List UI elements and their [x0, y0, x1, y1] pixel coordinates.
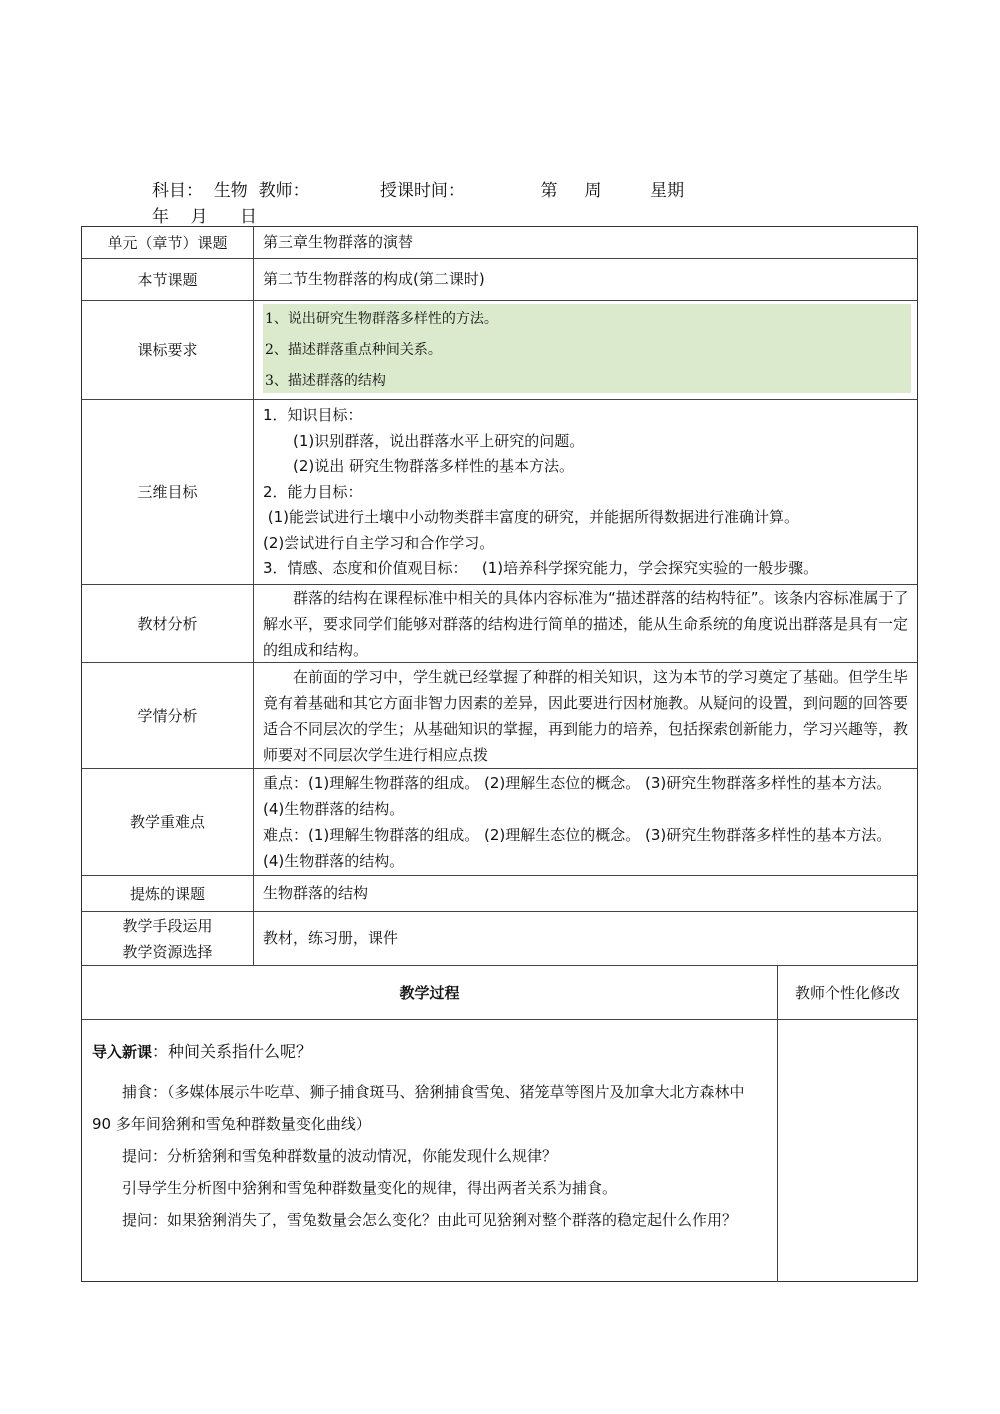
row-standards: [82, 301, 917, 400]
value-material: [255, 585, 917, 662]
goal-line: (1)能尝试进行土壤中小动物类群丰富度的研究，并能据所得数据进行准确计算。: [263, 508, 800, 526]
students-text: 在前面的学习中，学生就已经掌握了种群的相关知识，这为本节的学习奠定了基础。但学生毕竟有着基础和其它方面非智力因素的差异，因此要进行因材施教。从疑问的设置，到问题的回答要适合不同层次的学生；从基础知识的掌握，再到能力的培养，包括探索创新能力，学习兴趣等，教师要对不同层次学生进行相应点拨: [263, 668, 909, 764]
label-resources: [82, 912, 254, 965]
value-resources: [255, 912, 917, 965]
row-key-points: [82, 769, 917, 876]
standard-item: 3、描述群落的结构: [265, 373, 386, 389]
goal-line: (2)说出 研究生物群落多样性的基本方法。: [293, 457, 575, 475]
value-standards: [255, 301, 917, 399]
difficult-points-text: 难点：(1)理解生物群落的组成。 (2)理解生态位的概念。 (3)研究生物群落多样性的基本方法。 (4)生物群落的结构。: [263, 826, 892, 870]
intro-line: [92, 1036, 767, 1068]
label-material: 教材分析: [82, 585, 254, 662]
section-text: 第二节生物群落的构成(第二课时): [263, 270, 485, 288]
process-paragraph: 引导学生分析图中猞猁和雪兔种群数量变化的规律，得出两者关系为捕食。: [122, 1179, 618, 1197]
goal-line: (2)尝试进行自主学习和合作学习。: [263, 533, 495, 552]
intro-rest: ：种间关系指什么呢？: [152, 1042, 313, 1061]
process-paragraph: 提问：如果猞猁消失了，雪兔数量会怎么变化？由此可见猞猁对整个群落的稳定起什么作用？: [122, 1211, 738, 1229]
goal-line: 3．情感、态度和价值观目标： (1)培养科学探究能力，学会探究实验的一般步骤。: [263, 559, 819, 577]
header-info-line: 科目： 生物 教师： 授课时间： 第 周 星期: [152, 181, 685, 201]
header-date-line: 年 月 日: [152, 207, 258, 227]
resources-label-line2: 教学资源选择: [122, 942, 213, 961]
standards-highlight: [263, 304, 911, 393]
key-points-text: 重点：(1)理解生物群落的组成。 (2)理解生态位的概念。 (3)研究生物群落多样性的基本方法。 (4)生物群落的结构。: [263, 774, 892, 818]
label-key-points: 教学重难点: [82, 769, 254, 875]
row-students: [82, 663, 917, 769]
row-unit: [82, 227, 917, 259]
row-goals: [82, 400, 917, 585]
standard-item: 2、描述群落重点种间关系。: [265, 342, 442, 358]
row-section: [82, 259, 917, 301]
value-refined: [255, 876, 917, 911]
process-header: 教学过程: [82, 966, 778, 1019]
unit-text: 第三章生物群落的演替: [263, 233, 414, 251]
value-section: [255, 259, 917, 300]
label-section: 本节课题: [82, 259, 254, 300]
process-content: [82, 1020, 778, 1282]
row-process-body: [82, 1020, 917, 1282]
label-standards: 课标要求: [82, 301, 254, 399]
value-key-points: [255, 769, 917, 875]
row-resources: [82, 912, 917, 966]
row-process-header: [82, 966, 917, 1020]
label-refined: 提炼的课题: [82, 876, 254, 911]
material-text: 群落的结构在课程标准中相关的具体内容标准为“描述群落的结构特征”。该条内容标准属于了解水平，要求同学们能够对群落的结构进行简单的描述，能从生命系统的角度说出群落是具有一定的组成和结构。: [263, 589, 909, 659]
label-unit: 单元（章节）课题: [82, 227, 254, 258]
lesson-plan-table: [81, 226, 918, 1282]
process-paragraph: 提问：分析猞猁和雪兔种群数量的波动情况，你能发现什么规律？: [122, 1147, 558, 1165]
row-material: [82, 585, 917, 663]
goal-line: (1)识别群落，说出群落水平上研究的问题。: [293, 431, 585, 450]
goal-line: 1．知识目标：: [263, 406, 363, 424]
refined-text: 生物群落的结构: [263, 884, 369, 902]
value-goals: [255, 400, 917, 584]
goal-line: 2．能力目标：: [263, 482, 363, 501]
standard-item: 1、说出研究生物群落多样性的方法。: [265, 311, 498, 327]
intro-bold: 导入新课: [92, 1043, 153, 1061]
label-students: 学情分析: [82, 663, 254, 768]
resources-text: 教材，练习册，课件: [263, 929, 399, 947]
resources-label-line1: 教学手段运用: [122, 916, 213, 935]
value-students: [255, 663, 917, 768]
process-paragraph: 捕食：（多媒体展示牛吃草、狮子捕食斑马、猞猁捕食雪兔、猪笼草等图片及加拿大北方森林中 90 多年间猞猁和雪兔种群数量变化曲线）: [92, 1083, 745, 1133]
row-refined: [82, 876, 917, 912]
teacher-note-header: 教师个性化修改: [794, 983, 900, 1002]
value-unit: [255, 227, 917, 258]
label-goals: 三维目标: [82, 400, 254, 584]
